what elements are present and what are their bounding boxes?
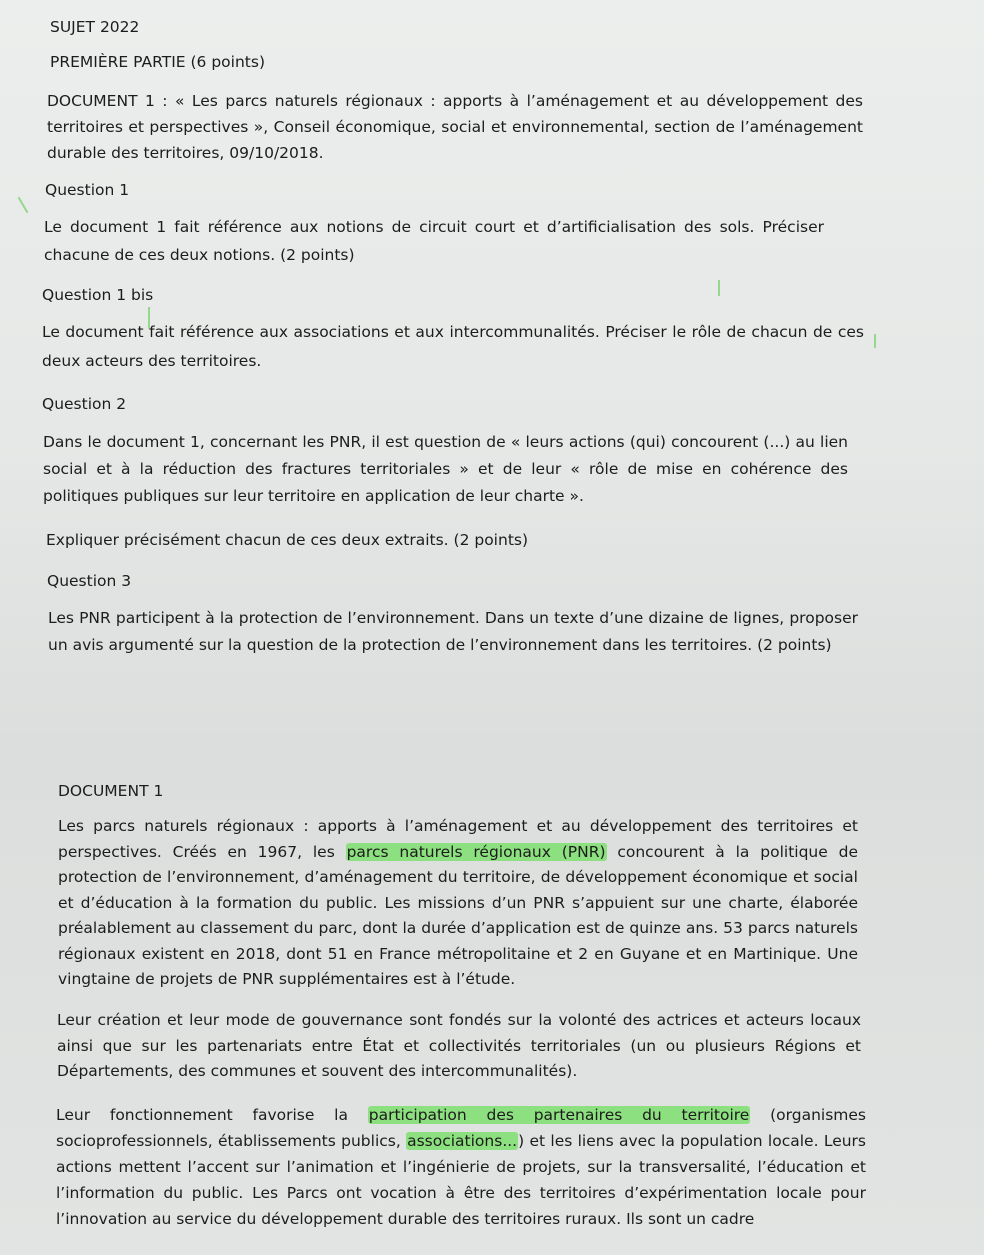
document-reference: DOCUMENT 1 : « Les parcs naturels régionaux : apports à l’aménagement et au développement des territoires et perspectives », Conseil économique, social et environnemental, section de l’aménagement durable des territoires, 09/10/2018.	[47, 92, 863, 162]
question-1-text: Le document 1 fait référence aux notions de circuit court et d’artificialisation des sols. Préciser chacune de ces deux notions. (2 points)	[44, 218, 824, 264]
question-2-instruction: Expliquer précisément chacun de ces deux extraits. (2 points)	[46, 531, 529, 549]
p1-highlight: parcs naturels régionaux (PNR)	[346, 842, 606, 861]
p3-highlight-2: associations...	[407, 1132, 518, 1150]
pen-mark	[18, 197, 29, 214]
p3-text-b: (organismes socioprofessionnels, établissements publics,	[56, 1106, 866, 1150]
sujet-label: SUJET 2022	[50, 18, 140, 36]
p3-text-c: ) et les liens avec la population locale. Leurs actions mettent l’accent sur l’animation et l’ingénierie de projets, sur la transversalité, l’éducation et l’information du public. Les Parcs ont vocation à être des territoires d’expérimentation locale pour l’innovation au service du développement durable des territoires ruraux. Ils sont un cadre	[56, 1132, 866, 1228]
document-1-paragraph-1	[58, 814, 858, 993]
document-1-paragraph-2: Leur création et leur mode de gouvernance sont fondés sur la volonté des actrices et acteurs locaux ainsi que sur les partenariats entre État et collectivités territoriales (un ou plusieurs Régions et Départements, des communes et souvent des intercommunalités).	[57, 1011, 861, 1080]
partie-label: PREMIÈRE PARTIE (6 points)	[50, 53, 265, 71]
question-3-text: Les PNR participent à la protection de l’environnement. Dans un texte d’une dizaine de lignes, proposer un avis argumenté sur la question de la protection de l’environnement dans les territoires. (2 points)	[48, 609, 858, 654]
pen-mark	[718, 280, 720, 296]
document-1-title: DOCUMENT 1	[58, 782, 164, 800]
p1-text-b: concourent à la politique de protection de l’environnement, d’aménagement du territoire, de développement économique et social et d’éducation à la formation du public. Les missions d’un PNR s’appuient sur une charte, élaborée préalablement au classement du parc, dont la durée d’application est de quinze ans. 53 parcs naturels régionaux existent en 2018, dont 51 en France métropolitaine et 2 en Guyane et en Martinique. Une vingtaine de projets de PNR supplémentaires est à l’étude.	[58, 842, 858, 988]
p3-text-a: Leur fonctionnement favorise la	[56, 1106, 368, 1124]
question-2-text: Dans le document 1, concernant les PNR, il est question de « leurs actions (qui) concourent (...) au lien social et à la réduction des fractures territoriales » et de leur « rôle de mise en cohérence des politiques publiques sur leur territoire en application de leur charte ».	[43, 433, 848, 505]
question-2-title: Question 2	[42, 395, 127, 413]
question-1bis-text: Le document fait référence aux associations et aux intercommunalités. Préciser le rôle de chacun de ces deux acteurs des territoires.	[42, 323, 864, 370]
question-1-title: Question 1	[45, 181, 130, 199]
pen-mark	[874, 334, 876, 348]
p3-highlight-1: participation des partenaires du territoire	[368, 1106, 750, 1124]
question-3-title: Question 3	[47, 572, 132, 590]
p1-text-a: Les parcs naturels régionaux : apports à l’aménagement et au développement des territoires et perspectives. Créés en 1967, les	[58, 817, 858, 861]
document-1-paragraph-3	[56, 1102, 866, 1232]
question-1bis-title: Question 1 bis	[42, 286, 154, 304]
